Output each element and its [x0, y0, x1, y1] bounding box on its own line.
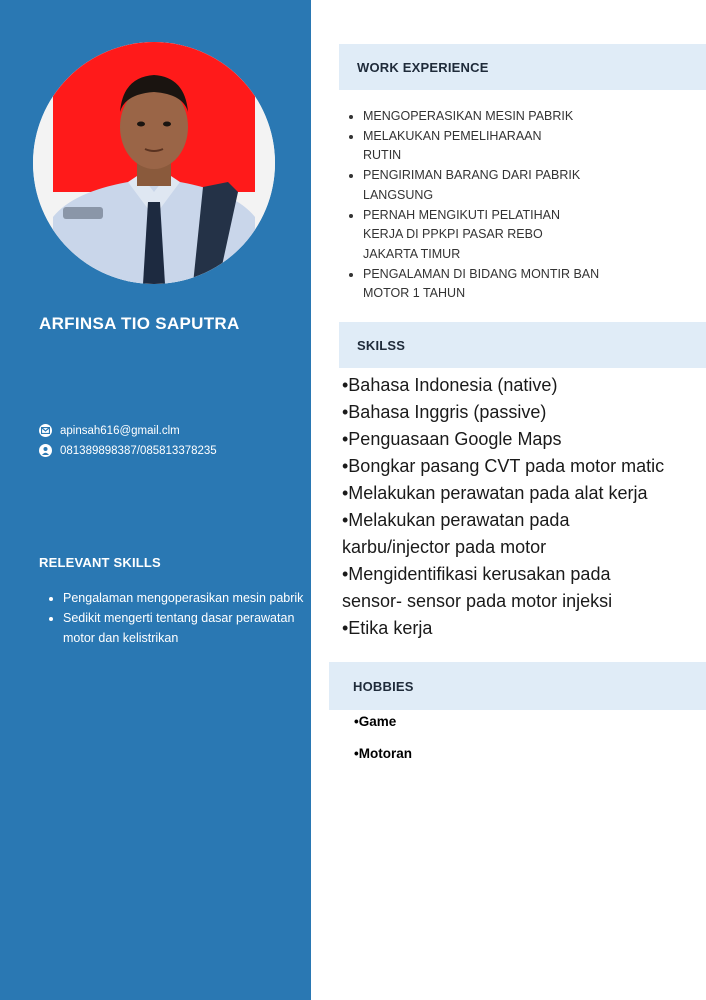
list-item: • PENGIRIMAN BARANG DARI PABRIK LANGSUNG — [363, 166, 613, 205]
phone-contact — [39, 444, 217, 457]
list-item: •Penguasaan Google Maps — [342, 429, 562, 449]
list-item: •Melakukan perawatan pada karbu/injector pada motor — [342, 510, 570, 557]
phone-text: 081389898387/085813378235 — [60, 444, 217, 457]
list-item: • MENGOPERASIKAN MESIN PABRIK — [363, 107, 663, 127]
list-item: • PERNAH MENGIKUTI PELATIHAN KERJA DI PPKPI PASAR REBO JAKARTA TIMUR — [363, 206, 593, 265]
list-item: • Sedikit mengerti tentang dasar perawatan motor dan kelistrikan — [63, 608, 313, 648]
email-text: apinsah616@gmail.clm — [60, 424, 180, 437]
person-name: ARFINSA TIO SAPUTRA — [39, 314, 240, 333]
mail-icon — [39, 424, 52, 437]
relevant-skills-title: RELEVANT SKILLS — [39, 555, 161, 570]
hobbies-header — [329, 662, 706, 710]
list-item: •Bahasa Inggris (passive) — [342, 402, 547, 422]
work-experience-title: WORK EXPERIENCE — [357, 59, 489, 75]
hobby-item: •Game — [354, 714, 397, 729]
hobby-item: •Motoran — [354, 746, 412, 761]
profile-photo — [33, 42, 275, 284]
list-item: • Pengalaman mengoperasikan mesin pabrik — [63, 588, 313, 608]
list-item: •Bongkar pasang CVT pada motor matic — [342, 456, 665, 476]
list-item: •Mengidentifikasi kerusakan pada sensor- sensor pada motor injeksi — [342, 564, 613, 611]
skills-header — [339, 322, 706, 368]
sidebar — [0, 0, 311, 1000]
list-item: • MELAKUKAN PEMELIHARAAN RUTIN — [363, 127, 573, 166]
hobbies-title: HOBBIES — [353, 678, 414, 694]
list-item: • PENGALAMAN DI BIDANG MONTIR BAN MOTOR 1 TAHUN — [363, 265, 603, 304]
email-contact — [39, 424, 180, 437]
list-item: •Melakukan perawatan pada alat kerja — [342, 483, 648, 503]
skills-list — [342, 372, 702, 642]
work-experience-header — [339, 44, 706, 90]
relevant-skills-list — [39, 588, 313, 648]
list-item: •Bahasa Indonesia (native) — [342, 375, 558, 395]
person-icon — [39, 444, 52, 457]
skills-title: SKILSS — [357, 337, 406, 353]
list-item: •Etika kerja — [342, 618, 433, 638]
work-experience-list — [339, 107, 663, 304]
